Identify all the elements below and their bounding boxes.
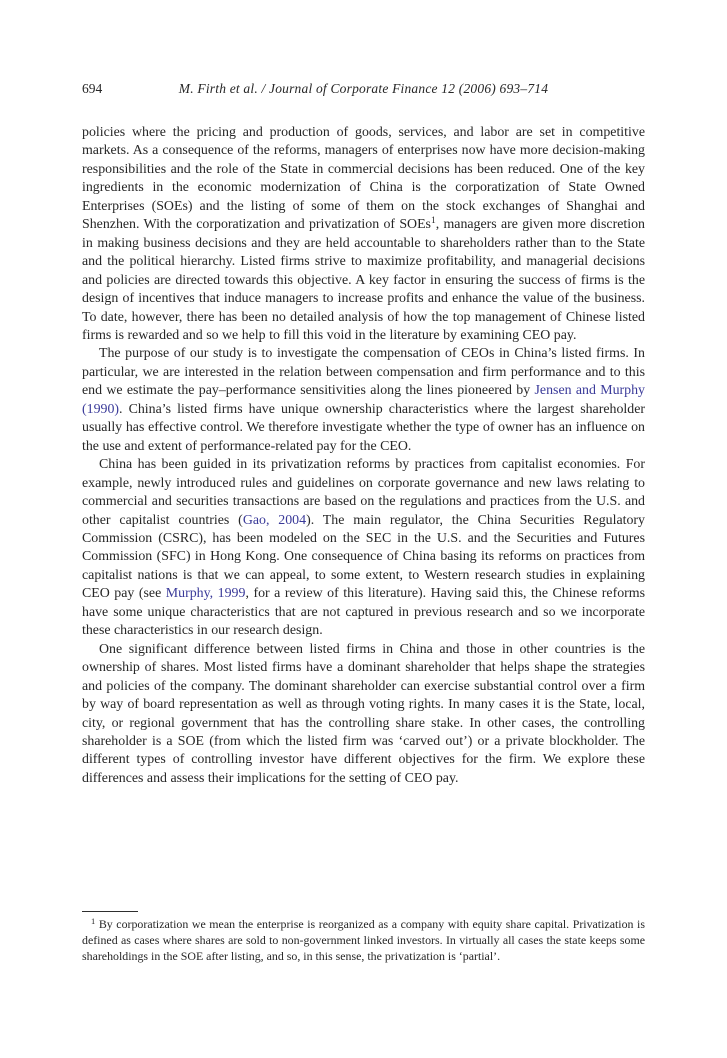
text-run: One significant difference between listed firms in China and those in other countries is the ownership of shares. Most listed firms have a dominant shareholder that helps shape the strategies and policies of the company. The dominant shareholder can exercise substantial control over a firm by way of board representation as well as through voting rights. In many cases it is the State, local, city, or regional government that has the controlling share stake. In other cases, the controlling shareholder is a SOE (from which the listed firm was ‘carved out’) or a private blockholder. The different types of controlling investor have different objectives for the firm. We explore these differences and assess their implications for the setting of CEO pay.: [82, 641, 645, 786]
paragraph: [82, 124, 645, 345]
paragraph: [82, 641, 645, 789]
text-run: , managers are given more discretion in making business decisions and they are held accountable to shareholders rather than to the State and the political hierarchy. Listed firms strive to maximize profitability, and managerial decisions and policies are directed towards this objective. A key factor in ensuring the success of firms is the design of incentives that induce managers to increase profits and enhance the value of the business. To date, however, there has been no detailed analysis of how the top management of Chinese listed firms is rewarded and so we help to fill this void in the literature by examining CEO pay.: [82, 217, 645, 343]
paragraph: [82, 456, 645, 641]
body-text: [82, 124, 645, 788]
footnote-text: [82, 917, 645, 965]
footnote-marker[interactable]: 1: [91, 916, 96, 926]
footnote-rule: [82, 911, 138, 912]
text-run: China has been guided in its privatization reforms by practices from capitalist economies. For example, newly introduced rules and guidelines on corporate governance and new laws relating to commercial and securities transactions are based on the regulations and practices from the U.S. and other capitalist countries (: [82, 457, 645, 528]
citation-link[interactable]: Jensen and Murphy (1990): [82, 383, 645, 417]
paragraph: [82, 345, 645, 456]
text-run: By corporatization we mean the enterprise is reorganized as a company with equity share capital. Privatization is defined as cases where shares are sold to non-government linked investors. In virtually all cases the state keeps some shareholdings in the SOE after listing, and so, in this sense, the privatization is ‘partial’.: [82, 917, 645, 963]
text-run: , for a review of this literature). Having said this, the Chinese reforms have some unique characteristics that are not captured in previous research and so we incorporate these characteristics in our research design.: [82, 586, 645, 639]
citation-link[interactable]: Gao, 2004: [242, 512, 307, 528]
page-number: 694: [82, 81, 103, 96]
text-run: . China’s listed firms have unique ownership characteristics where the largest shareholder usually has effective control. We therefore investigate whether the type of owner has an influence on the use and extent of performance-related pay for the CEO.: [82, 401, 645, 454]
footnote: [82, 911, 645, 965]
citation-link[interactable]: Murphy, 1999: [165, 586, 246, 602]
running-title: M. Firth et al. / Journal of Corporate Finance 12 (2006) 693–714: [178, 81, 549, 96]
text-run: policies where the pricing and production of goods, services, and labor are set in competitive markets. As a consequence of the reforms, managers of enterprises now have more decision-making responsibilities and the role of the State in commercial decisions has been reduced. One of the key ingredients in the economic modernization of China is the corporatization of State Owned Enterprises (SOEs) and the listing of some of them on the stock exchanges of Shanghai and Shenzhen. With the corporatization and privatization of SOEs: [82, 125, 645, 233]
text-run: ). The main regulator, the China Securities Regulatory Commission (CSRC), has been modeled on the SEC in the U.S. and the Securities and Futures Commission (SFC) in Hong Kong. One consequence of China basing its reforms on practices from capitalist nations is that we can appeal, to some extent, to Western research studies in explaining CEO pay (see: [82, 512, 645, 602]
running-head: [82, 80, 645, 98]
footnote-marker[interactable]: 1: [430, 216, 436, 227]
text-run: The purpose of our study is to investigate the compensation of CEOs in China’s listed firms. In particular, we are interested in the relation between compensation and firm performance and to this end we estimate the pay–performance sensitivities along the lines pioneered by: [82, 346, 645, 399]
